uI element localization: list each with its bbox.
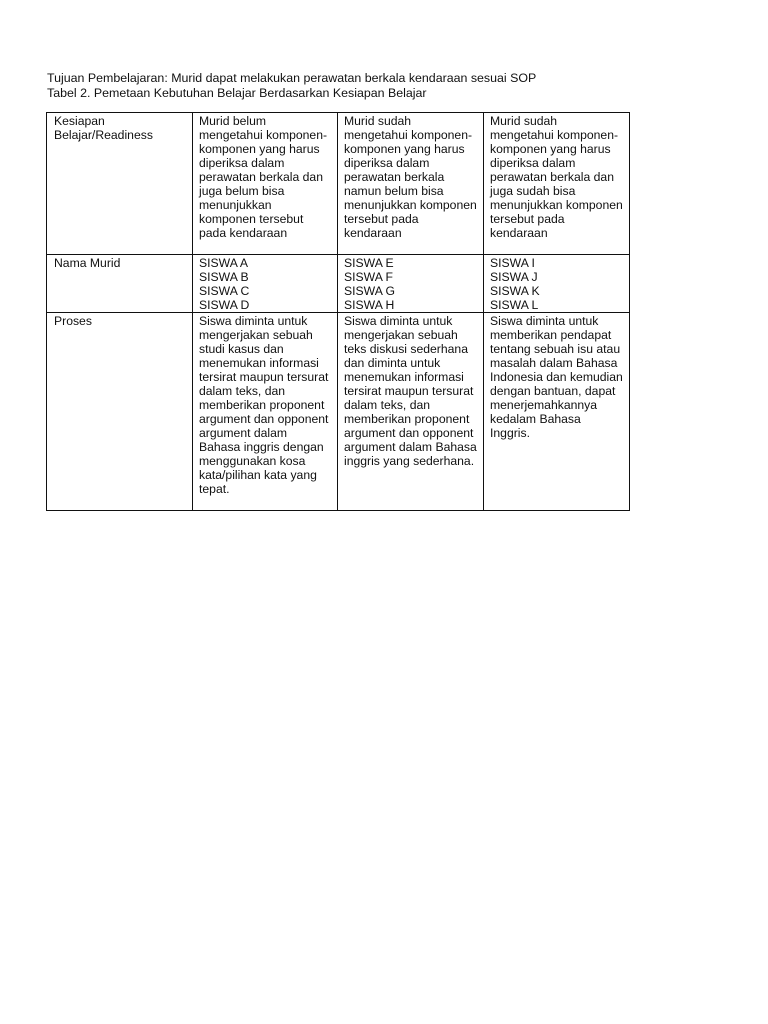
student-name: SISWA E bbox=[344, 256, 394, 270]
row-label-cell bbox=[47, 313, 193, 511]
readiness-text-group-1: Murid belum mengetahui komponen-komponen yang harus diperiksa dalam perawatan berkala dan juga belum bisa menunjukkan komponen tersebut pada kendaraan bbox=[199, 114, 328, 240]
readiness-text-group-3: Murid sudah mengetahui komponen-komponen yang harus diperiksa dalam perawatan berkala dan juga sudah bisa menunjukkan komponen tersebut pada kendaraan bbox=[490, 114, 623, 240]
student-name: SISWA L bbox=[490, 298, 539, 312]
table-row-process bbox=[47, 313, 630, 511]
row-label-process: Proses bbox=[54, 314, 92, 328]
learning-objective: Tujuan Pembelajaran: Murid dapat melakukan perawatan berkala kendaraan sesuai SOP bbox=[47, 71, 537, 85]
student-name: SISWA B bbox=[199, 270, 249, 284]
process-text-group-1: Siswa diminta untuk mengerjakan sebuah studi kasus dan menemukan informasi tersirat maupun tersurat dalam teks, dan memberikan proponent argument dan opponent argument dalam Bahasa inggris dengan menggunakan kosa kata/pilihan kata yang tepat. bbox=[199, 314, 329, 496]
student-name: SISWA I bbox=[490, 256, 535, 270]
row-label-cell bbox=[47, 113, 193, 255]
student-name: SISWA C bbox=[199, 284, 250, 298]
row-label-student-names: Nama Murid bbox=[54, 256, 121, 270]
student-names-cell-group-3 bbox=[484, 255, 630, 313]
table-row-readiness bbox=[47, 113, 630, 255]
process-cell-group-2 bbox=[338, 313, 484, 511]
readiness-mapping-table bbox=[46, 112, 630, 511]
student-name: SISWA G bbox=[344, 284, 396, 298]
student-name: SISWA K bbox=[490, 284, 540, 298]
process-cell-group-3 bbox=[484, 313, 630, 511]
student-name: SISWA H bbox=[344, 298, 395, 312]
student-names-cell-group-2 bbox=[338, 255, 484, 313]
student-name: SISWA D bbox=[199, 298, 250, 312]
student-name: SISWA F bbox=[344, 270, 393, 284]
student-name: SISWA A bbox=[199, 256, 248, 270]
readiness-cell-group-3 bbox=[484, 113, 630, 255]
row-label-readiness: Kesiapan Belajar/Readiness bbox=[54, 114, 153, 142]
readiness-cell-group-2 bbox=[338, 113, 484, 255]
student-name: SISWA J bbox=[490, 270, 538, 284]
readiness-text-group-2: Murid sudah mengetahui komponen-komponen yang harus diperiksa dalam perawatan berkala namun belum bisa menunjukkan komponen tersebut pada kendaraan bbox=[344, 114, 477, 240]
readiness-cell-group-1 bbox=[193, 113, 338, 255]
row-label-cell bbox=[47, 255, 193, 313]
student-names-cell-group-1 bbox=[193, 255, 338, 313]
process-text-group-2: Siswa diminta untuk mengerjakan sebuah teks diskusi sederhana dan diminta untuk menemukan informasi tersirat maupun tersurat dalam teks, dan memberikan proponent argument dan opponent argument dalam Bahasa inggris yang sederhana. bbox=[344, 314, 477, 468]
table-caption: Tabel 2. Pemetaan Kebutuhan Belajar Berdasarkan Kesiapan Belajar bbox=[47, 86, 427, 100]
table-row-student-names bbox=[47, 255, 630, 313]
process-cell-group-1 bbox=[193, 313, 338, 511]
process-text-group-3: Siswa diminta untuk memberikan pendapat tentang sebuah isu atau masalah dalam Bahasa Indonesia dan kemudian dengan bantuan, dapat menerjemahkannya kedalam Bahasa Inggris. bbox=[490, 314, 623, 440]
